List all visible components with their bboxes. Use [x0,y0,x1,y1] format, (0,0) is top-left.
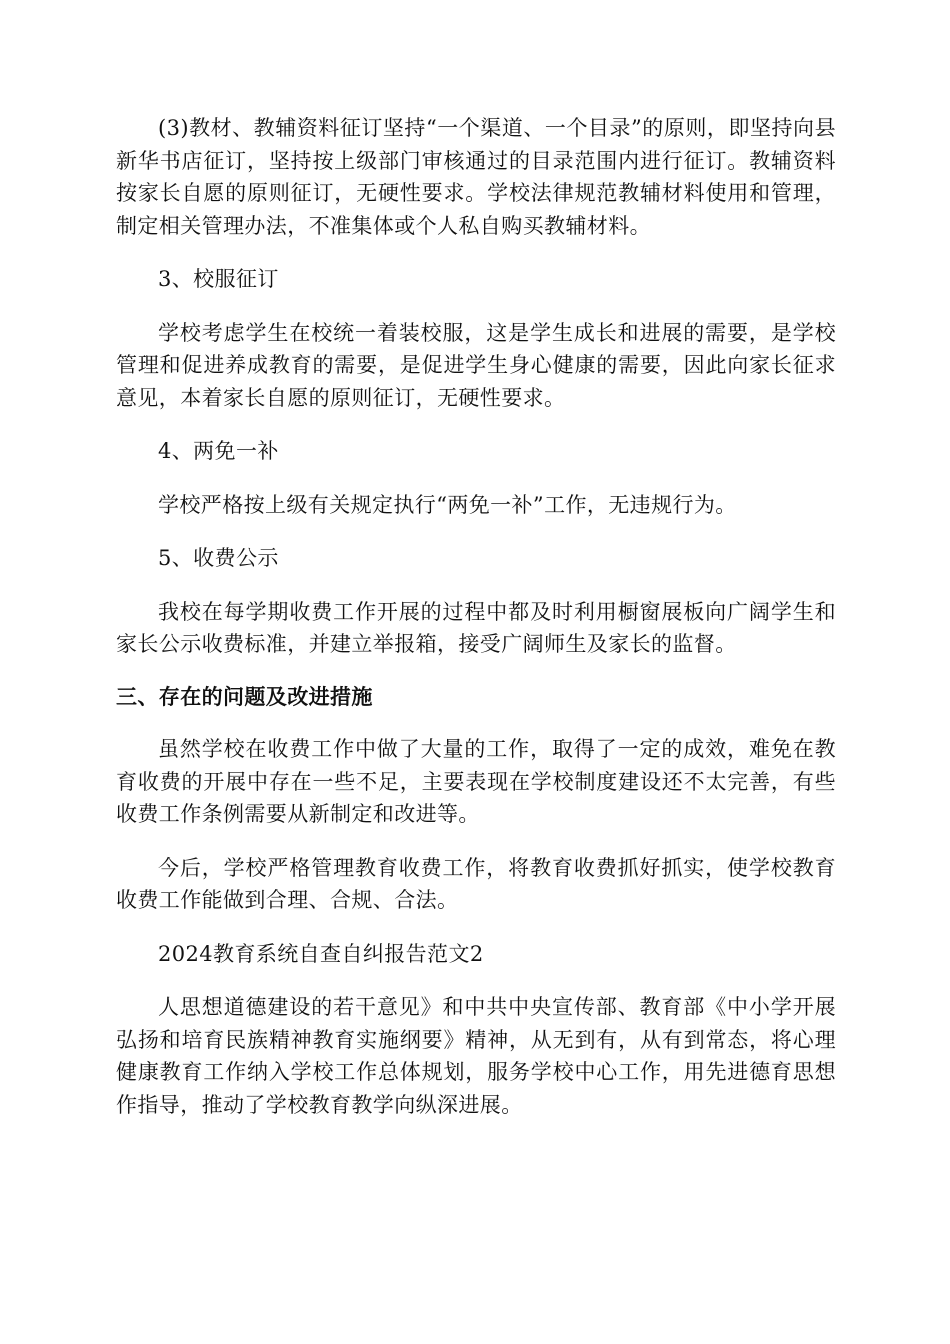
paragraph-textbook-procurement: (3)教材、教辅资料征订坚持“一个渠道、一个目录”的原则，即坚持向县新华书店征订，坚持按上级部门审核通过的目录范围内进行征订。教辅资料按家长自愿的原则征订，无硬性要求。学校法律规范教辅材料使用和管理，制定相关管理办法，不准集体或个人私自购买教辅材料。 [116,116,836,238]
paragraph-fee-disclosure: 我校在每学期收费工作开展的过程中都及时利用橱窗展板向广阔学生和家长公示收费标准，并建立举报箱，接受广阔师生及家长的监督。 [116,599,836,656]
subheading-two-exemptions: 4、两免一补 [158,439,279,463]
paragraph-uniform: 学校考虑学生在校统一着装校服，这是学生成长和进展的需要，是学校管理和促进养成教育的需要，是促进学生身心健康的需要，因此向家长征求意见，本着家长自愿的原则征订，无硬性要求。 [116,320,836,410]
paragraph-moral-education: 人思想道德建设的若干意见》和中共中央宣传部、教育部《中小学开展弘扬和培育民族精神教育实施纲要》精神，从无到有，从有到常态，将心理健康教育工作纳入学校工作总体规划，服务学校中心工作，用先进德育思想作指导，推动了学校教育教学向纵深进展。 [116,995,836,1117]
subheading-uniform: 3、校服征订 [158,267,279,291]
paragraph-two-exemptions: 学校严格按上级有关规定执行“两免一补”工作，无违规行为。 [158,492,737,517]
subheading-report-2: 2024教育系统自查自纠报告范文2 [158,941,484,966]
document-page [116,112,836,1121]
paragraph-future: 今后，学校严格管理教育收费工作，将教育收费抓好抓实，使学校教育收费工作能做到合理、合规、合法。 [116,855,836,912]
paragraph-problems: 虽然学校在收费工作中做了大量的工作，取得了一定的成效，难免在教育收费的开展中存在一些不足，主要表现在学校制度建设还不太完善，有些收费工作条例需要从新制定和改进等。 [116,737,836,826]
section-heading-problems: 三、存在的问题及改进措施 [116,684,373,709]
subheading-fee-disclosure: 5、收费公示 [158,546,279,570]
